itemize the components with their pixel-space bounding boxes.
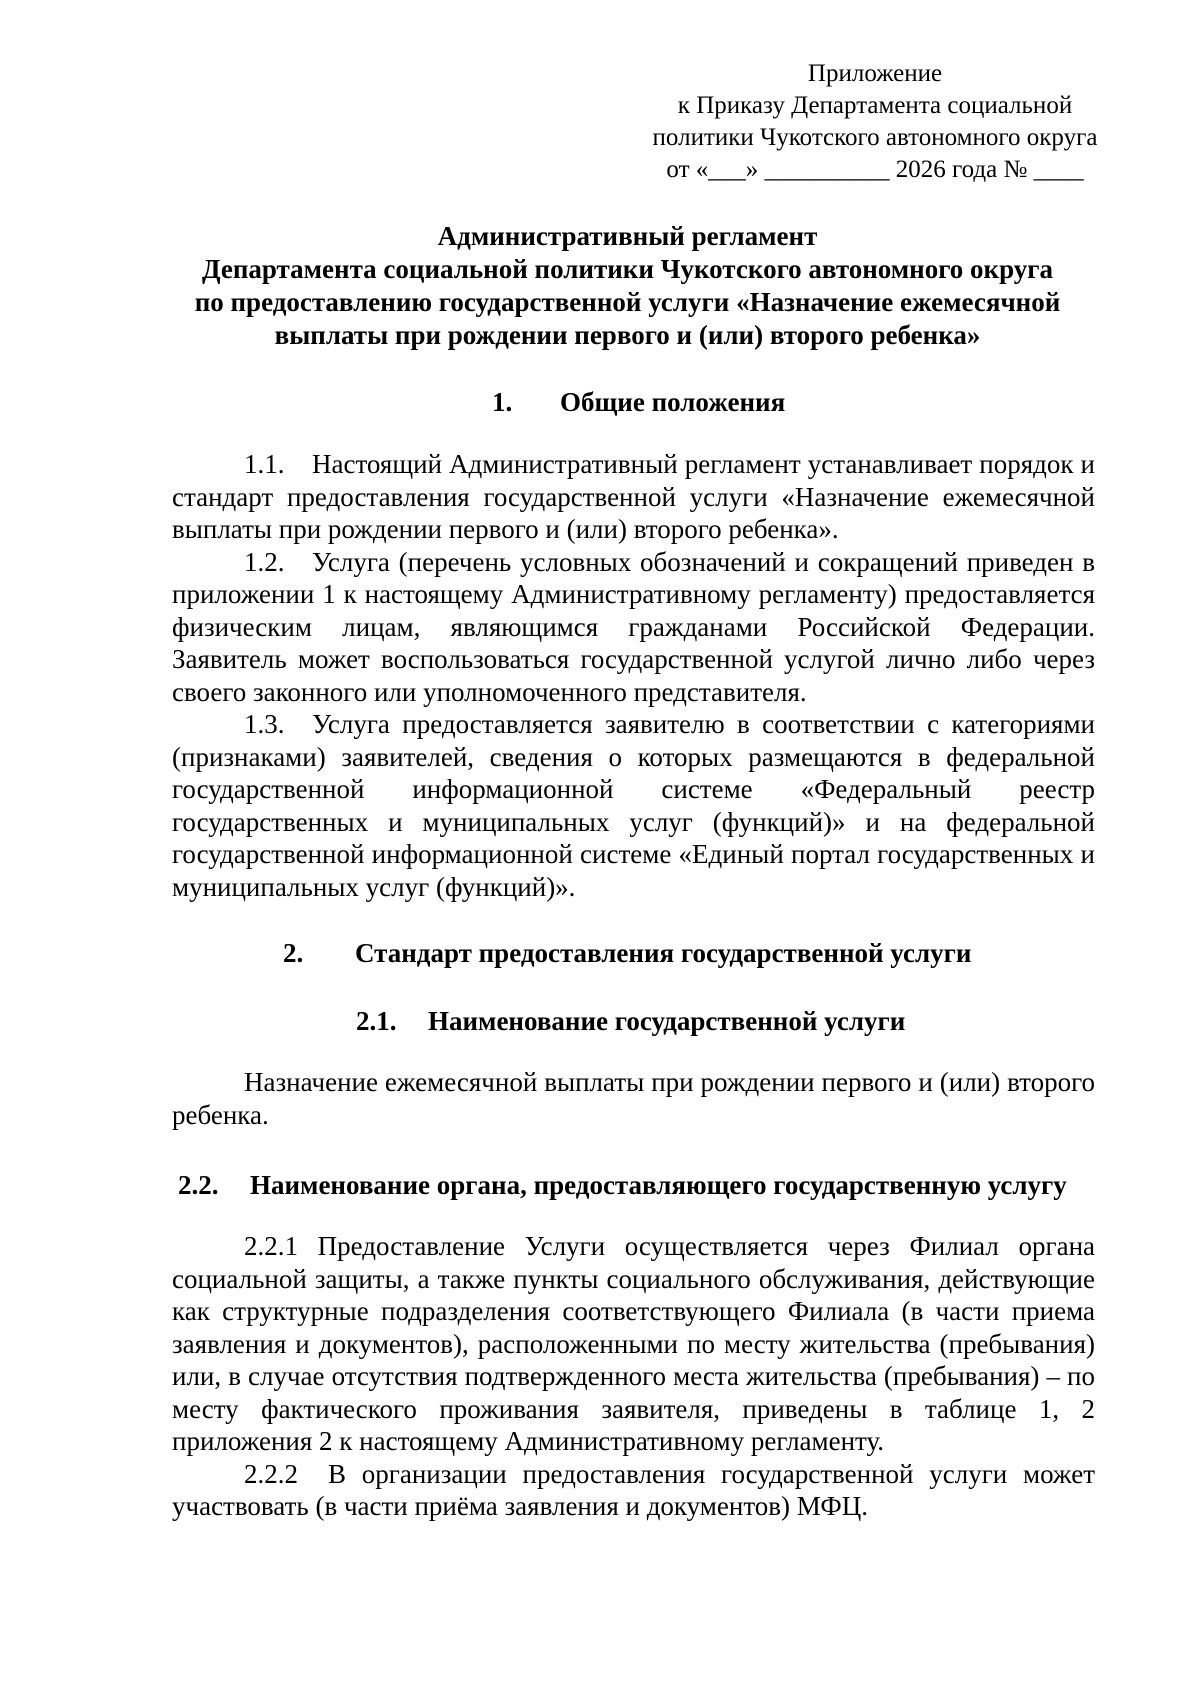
paragraph-1-2-text: Услуга (перечень условных обозначений и сокращений приведен в приложении 1 к настоящему Административному регламенту) предоставляется физическим лицам, являющимся гражданами Российской Федерации. Заявитель может воспользоваться государственной услугой лично либо через своего законного или уполномоченного представителя.: [172, 546, 1095, 707]
paragraph-1-1-number: 1.1.: [244, 449, 285, 479]
paragraph-2-2-1: [172, 1230, 1095, 1458]
service-name-paragraph: Назначение ежемесячной выплаты при рождении первого и (или) второго ребенка.: [172, 1067, 1095, 1130]
paragraph-1-3: [172, 708, 1095, 903]
appendix-line-3: политики Чукотского автономного округа: [652, 124, 1098, 151]
paragraph-1-1-text: Настоящий Административный регламент устанавливает порядок и стандарт предоставления государственной услуги «Назначение ежемесячной выплаты при рождении первого и (или) второго ребенка».: [172, 449, 1095, 544]
paragraph-2-2-1-number: 2.2.1: [244, 1231, 298, 1261]
section-2-2-body: [172, 1230, 1095, 1523]
document-title: [160, 220, 1095, 352]
paragraph-2-2-1-text: Предоставление Услуги осуществляется через Филиал органа социальной защиты, а также пункты социального обслуживания, действующие как структурные подразделения соответствующего Филиала (в части приема заявления и документов), расположенными по месту жительства (пребывания) или, в случае отсутствия подтвержденного места жительства (пребывания) – по месту фактического проживания заявителя, приведены в таблице 1, 2 приложения 2 к настоящему Административному регламенту.: [172, 1231, 1095, 1456]
appendix-line-2: к Приказу Департамента социальной: [677, 92, 1073, 119]
title-line-4: выплаты при рождении первого и (или) второго ребенка»: [274, 320, 981, 350]
section-2-heading: [283, 937, 971, 970]
section-2-1-number: 2.1.: [356, 1006, 397, 1036]
paragraph-1-3-text: Услуга предоставляется заявителю в соответствии с категориями (признаками) заявителей, сведения о которых размещаются в федеральной государственной информационной системе «Федеральный реестр государственных и муниципальных услуг (функций)» и на федеральной государственной информационной системе «Единый портал государственных и муниципальных услуг (функций)».: [172, 709, 1095, 902]
title-line-1: Административный регламент: [437, 221, 818, 251]
paragraph-2-2-2-text: В организации предоставления государственной услуги может участвовать (в части приёма заявления и документов) МФЦ.: [172, 1458, 1095, 1521]
section-2-number: 2.: [283, 938, 304, 968]
section-1-heading: [492, 386, 785, 419]
section-2-2-number: 2.2.: [178, 1170, 219, 1200]
section-2-title: Стандарт предоставления государственной услуги: [355, 938, 972, 968]
paragraph-1-1: [172, 448, 1095, 546]
title-line-3: по предоставлению государственной услуги «Назначение ежемесячной: [194, 287, 1061, 317]
paragraph-1-2: [172, 546, 1095, 709]
section-1-title: Общие положения: [560, 387, 786, 417]
paragraph-2-2-2: [172, 1458, 1095, 1523]
section-2-1-title: Наименование государственной услуги: [428, 1006, 906, 1036]
section-2-1-body: [172, 1066, 1095, 1131]
appendix-line-4: от «___» __________ 2026 года № ____: [666, 156, 1084, 183]
section-2-2-title: Наименование органа, предоставляющего государственную услугу: [250, 1170, 1067, 1200]
appendix-block: [650, 58, 1100, 186]
paragraph-1-3-number: 1.3.: [244, 709, 285, 739]
paragraph-2-2-2-number: 2.2.2: [244, 1458, 298, 1489]
section-2-1-heading: [356, 1005, 905, 1038]
section-2-2-heading: [178, 1169, 1067, 1202]
title-line-2: Департамента социальной политики Чукотского автономного округа: [201, 254, 1054, 284]
appendix-line-1: Приложение: [807, 60, 943, 87]
section-1-body: [172, 448, 1095, 903]
section-1-number: 1.: [492, 387, 513, 417]
paragraph-1-2-number: 1.2.: [244, 546, 285, 577]
